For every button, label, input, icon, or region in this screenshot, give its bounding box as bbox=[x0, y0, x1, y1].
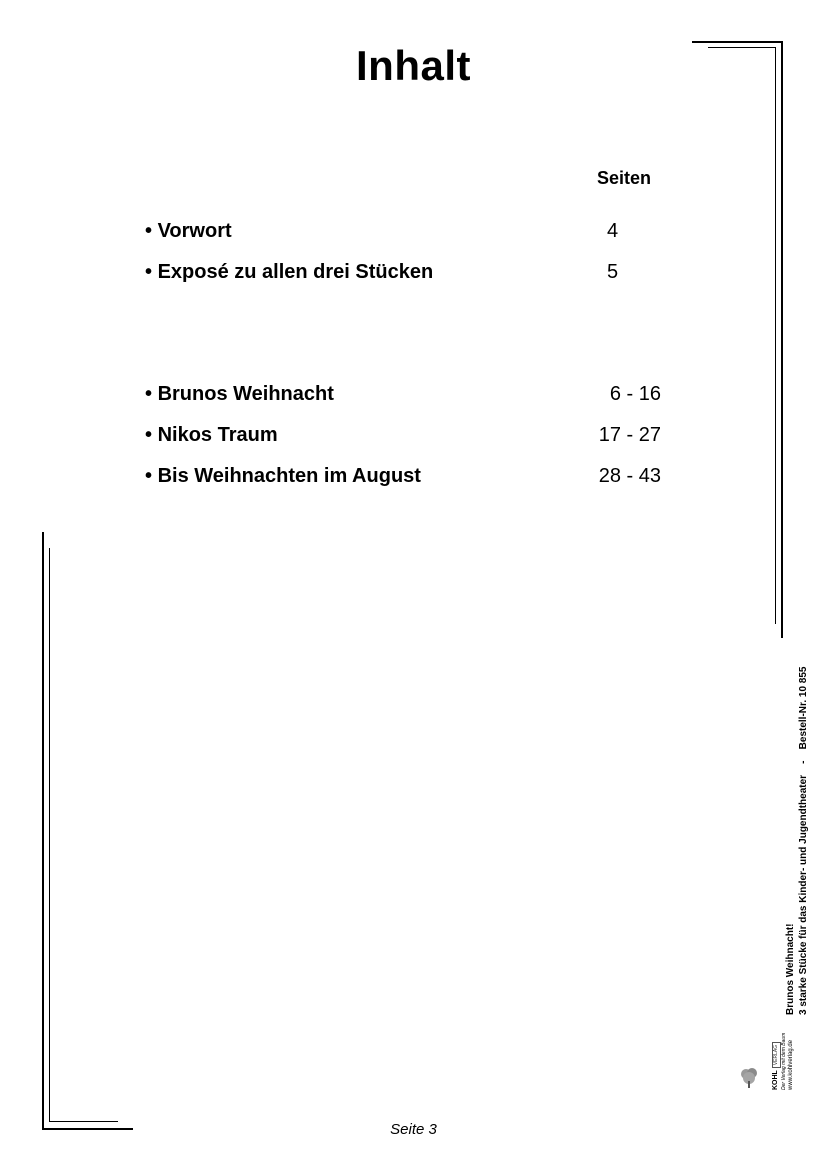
sidebar-book-title: Brunos Weihnacht! bbox=[785, 923, 796, 1015]
toc-entry-vorwort bbox=[145, 220, 661, 246]
tree-icon bbox=[740, 1066, 758, 1088]
frame-bottom-left-outer-v bbox=[42, 532, 44, 1130]
pages-column-header: Seiten bbox=[597, 168, 652, 188]
sidebar-subtitle-line bbox=[797, 595, 810, 1015]
toc-entry-pages: 17 - 27 bbox=[598, 424, 661, 446]
page-title: Inhalt bbox=[356, 42, 471, 89]
bullet: • bbox=[145, 220, 153, 242]
toc-entry-brunos-weihnacht bbox=[145, 383, 661, 409]
publisher-tagline: Der Verlag mit dem Baum bbox=[781, 1032, 787, 1090]
toc-entry-label: • Exposé zu allen drei Stücken bbox=[145, 261, 434, 283]
publisher-badge: VERLAG bbox=[772, 1042, 781, 1068]
toc-entry-label: • Nikos Traum bbox=[145, 424, 278, 446]
toc-entry-expose bbox=[145, 261, 661, 287]
bullet: • bbox=[145, 261, 153, 283]
sidebar-book-info bbox=[784, 595, 827, 1015]
frame-top-right-inner-v bbox=[775, 47, 776, 624]
sidebar-subtitle: 3 starke Stücke für das Kinder- und Jugendtheater bbox=[798, 774, 809, 1015]
sidebar-order-number: Bestell-Nr. 10 855 bbox=[798, 666, 809, 750]
toc-entry-label: • Vorwort bbox=[145, 220, 232, 242]
toc-entry-pages: 6 - 16 bbox=[609, 383, 661, 405]
bullet: • bbox=[145, 424, 153, 446]
toc-entry-label: • Bis Weihnachten im August bbox=[145, 465, 421, 487]
frame-bottom-left-inner-v bbox=[49, 548, 50, 1122]
bullet: • bbox=[145, 465, 153, 487]
publisher-website: www.kohlverlag.de bbox=[788, 1039, 794, 1090]
toc-entry-label: • Brunos Weihnacht bbox=[145, 383, 334, 405]
toc-entry-bis-weihnachten bbox=[145, 465, 661, 491]
toc-entry-pages: 5 bbox=[607, 261, 619, 283]
frame-top-right-outer-h bbox=[692, 41, 783, 43]
bullet: • bbox=[145, 383, 153, 405]
publisher-name: KOHL bbox=[772, 1070, 779, 1090]
frame-top-right-outer-v bbox=[781, 41, 783, 638]
publisher-logo-text bbox=[772, 1020, 792, 1090]
sidebar-separator: - bbox=[798, 760, 809, 764]
frame-top-right-inner-h bbox=[708, 47, 776, 48]
page-number: Seite 3 bbox=[390, 1121, 437, 1138]
toc-entry-pages: 28 - 43 bbox=[598, 465, 661, 487]
toc-entry-pages: 4 bbox=[607, 220, 619, 242]
toc-entry-nikos-traum bbox=[145, 424, 661, 450]
